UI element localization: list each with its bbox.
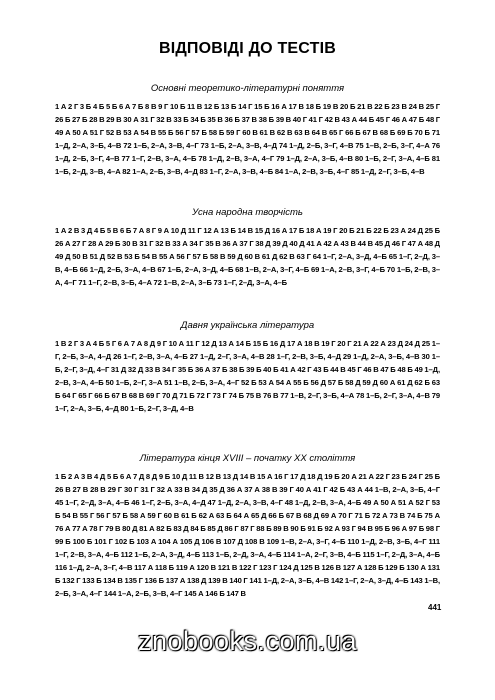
section-literary-concepts (55, 83, 440, 178)
page-number: 441 (428, 603, 442, 612)
watermark-text: znobooks.com.ua (137, 626, 358, 656)
section-title: Давня українська література (180, 320, 315, 331)
section-ancient-literature (55, 320, 440, 415)
section-literature-18-20-century (55, 453, 440, 600)
answer-key-text: 1 А 2 Г 3 Б 4 Б 5 Б 6 А 7 Б 8 В 9 Г 10 Б 11 В 12 Б 13 Б 14 Г 15 Б 16 А 17 В 18 Б 19 В 20 Б 21 В 22 Б 23 В 24 В 25 Г 26 Б 27 Б 28 В 29 В 30 А 31 Г 32 В 33 Б 34 Б 35 В 36 Б 37 В 38 Б 39 В 40 Г 41 Г 42 В 43 А 44 Б 45 Г 46 А 47 Б 48 Г 49 А 50 А 51 Г 52 В 53 А 54 В 55 Б 56 Г 57 Б 58 Б 59 Г 60 В 61 В 62 В 63 В 64 В 65 Г 66 Б 67 В 68 Б 69 Б 70 Б 71 1–Д, 2–А, 3–Б, 4–В 72 1–Б, 2–А, 3–В, 4–Г 73 1–Б, 2–А, 3–В, 4–Д 74 1–Д, 2–Б, 3–Г, 4–В 75 1–В, 2–Б, 3–Г, 4–А 76 1–Д, 2–Б, 3–Г, 4–В 77 1–Г, 2–В, 3–А, 4–Б 78 1–Д, 2–В, 3–А, 4–Г 79 1–Д, 2–А, 3–Б, 4–В 80 1–Б, 2–Г, 3–А, 4–Б 81 1–Б, 2–Д, 3–В, 4–А 82 1–А, 2–Б, 3–В, 4–Д 83 1–Г, 2–А, 3–В, 4–Б 84 1–А, 2–В, 3–Б, 4–Г 85 1–Д, 2–Г, 3–Б, 4–В (55, 102, 440, 176)
page-title: ВІДПОВІДІ ДО ТЕСТІВ (158, 40, 337, 57)
answer-key-text: 1 Б 2 А 3 В 4 Д 5 Б 6 А 7 Д 8 Д 9 Б 10 Д 11 В 12 В 13 Д 14 В 15 А 16 Г 17 Д 18 Д 19 Б 20 А 21 А 22 Г 23 Б 24 Г 25 Б 26 В 27 В 28 В 29 Г 30 Г 31 Г 32 А 33 В 34 Д 35 Д 36 А 37 А 38 В 39 Г 40 А 41 Г 42 Б 43 А 44 1–В, 2–А, 3–Б, 4–Г 45 1–Г, 2–Д, 3–А, 4–Б 46 1–Г, 2–Б, 3–А, 4–Д 47 1–Д, 2–А, 3–В, 4–Г 48 1–Д, 2–В, 3–А, 4–Б 49 А 50 А 51 А 52 Г 53 Б 54 В 55 Г 56 Г 57 Б 58 А 59 Г 60 В 61 Б 62 А 63 Б 64 А 65 Д 66 Б 67 В 68 Д 69 А 70 Г 71 Б 72 А 73 В 74 Б 75 А 76 А 77 А 78 Г 79 В 80 Д 81 А 82 Б 83 Д 84 Б 85 Д 86 Г 87 Г 88 Б 89 В 90 Б 91 Б 92 А 93 Г 94 В 95 Б 96 А 97 Б 98 Г 99 Б 100 Б 101 Г 102 Б 103 А 104 А 105 Д 106 В 107 Д 108 В 109 1–В, 2–А, 3–Г, 4–Б 110 1–Д, 2–В, 3–Б, 4–Г 111 1–Г, 2–В, 3–А, 4–Б 112 1–Б, 2–А, 3–Д, 4–Б 113 1–Б, 2–Д, 3–А, 4–Б 114 1–А, 2–Г, 3–В, 4–Б 115 1–Г, 2–Д, 3–А, 4–Б 116 1–Д, 2–А, 3–Г, 4–В 117 А 118 Б 119 А 120 В 121 В 122 Г 123 Г 124 Д 125 В 126 В 127 А 128 Б 129 Б 130 А 131 Б 132 Г 133 Б 134 В 135 Г 136 Б 137 А 138 Д 139 В 140 Г 141 1–Д, 2–А, 3–Б, 4–В 142 1–Г, 2–А, 3–Д, 4–Б 143 1–В, 2–Б, 3–А, 4–Г 144 1–А, 2–Б, 3–В, 4–Г 145 А 146 Б 147 В (55, 472, 440, 598)
answer-key-text: 1 А 2 В 3 Д 4 Б 5 В 6 Б 7 А 8 Г 9 А 10 Д 11 Г 12 А 13 Б 14 В 15 Д 16 А 17 Б 18 А 19 Г 20 Б 21 Б 22 Б 23 А 24 Д 25 Б 26 А 27 Г 28 А 29 Б 30 В 31 Г 32 В 33 А 34 Г 35 В 36 А 37 Г 38 Д 39 Д 40 Д 41 А 42 А 43 В 44 В 45 Д 46 Г 47 А 48 Д 49 Д 50 В 51 Д 52 В 53 Б 54 В 55 А 56 Г 57 Б 58 В 59 Д 60 В 61 Д 62 В 63 Г 64 1–Г, 2–А, 3–Д, 4–Б 65 1–Г, 2–Д, 3–В, 4–Б 66 1–Д, 2–Б, 3–А, 4–В 67 1–Б, 2–А, 3–Д, 4–Б 68 1–В, 2–А, 3–Г, 4–Б 69 1–А, 2–В, 3–Г, 4–Б 70 1–Б, 2–В, 3–А, 4–Г 71 1–Г, 2–В, 3–Б, 4–А 72 1–В, 2–А, 3–Б 73 1–Г, 2–Д, 3–А, 4–Б (55, 226, 440, 287)
answer-key-text: 1 В 2 Г 3 А 4 Б 5 Г 6 А 7 А 8 Д 9 Г 10 А 11 Г 12 Д 13 А 14 Б 15 Б 16 Д 17 А 18 В 19 Г 20 Г 21 А 22 А 23 Д 24 Д 25 1–Г, 2–Б, 3–А, 4–Д 26 1–Г, 2–В, 3–А, 4–Б 27 1–Д, 2–Г, 3–А, 4–В 28 1–Г, 2–В, 3–Б, 4–Д 29 1–Д, 2–А, 3–Б, 4–В 30 1–Б, 2–Г, 3–Д, 4–Г 31 Д 32 Д 33 В 34 Г 35 Б 36 А 37 Б 38 Б 39 Б 40 Б 41 А 42 Г 43 Б 44 В 45 Г 46 В 47 Б 48 Б 49 1–Д, 2–В, 3–А, 4–Б 50 1–Б, 2–Г, 3–А 51 1–В, 2–Б, 3–А, 4–Г 52 Б 53 А 54 А 55 Б 56 Д 57 Б 58 Д 59 Д 60 А 61 Д 62 Б 63 Б 64 Г 65 Г 66 Б 67 В 68 В 69 Г 70 Д 71 Б 72 Г 73 Г 74 Б 75 В 76 В 77 1–В, 2–Г, 3–Б, 4–А 78 1–Б, 2–Г, 3–А, 4–В 79 1–Г, 2–А, 3–Б, 4–Д 80 1–Б, 2–Г, 3–Д, 4–В (55, 339, 440, 413)
section-title: Основні теоретико-літературні поняття (150, 83, 345, 94)
section-title: Література кінця XVIII – початку XX століття (139, 453, 356, 464)
section-folklore (55, 207, 440, 289)
section-title: Усна народна творчість (192, 207, 303, 218)
